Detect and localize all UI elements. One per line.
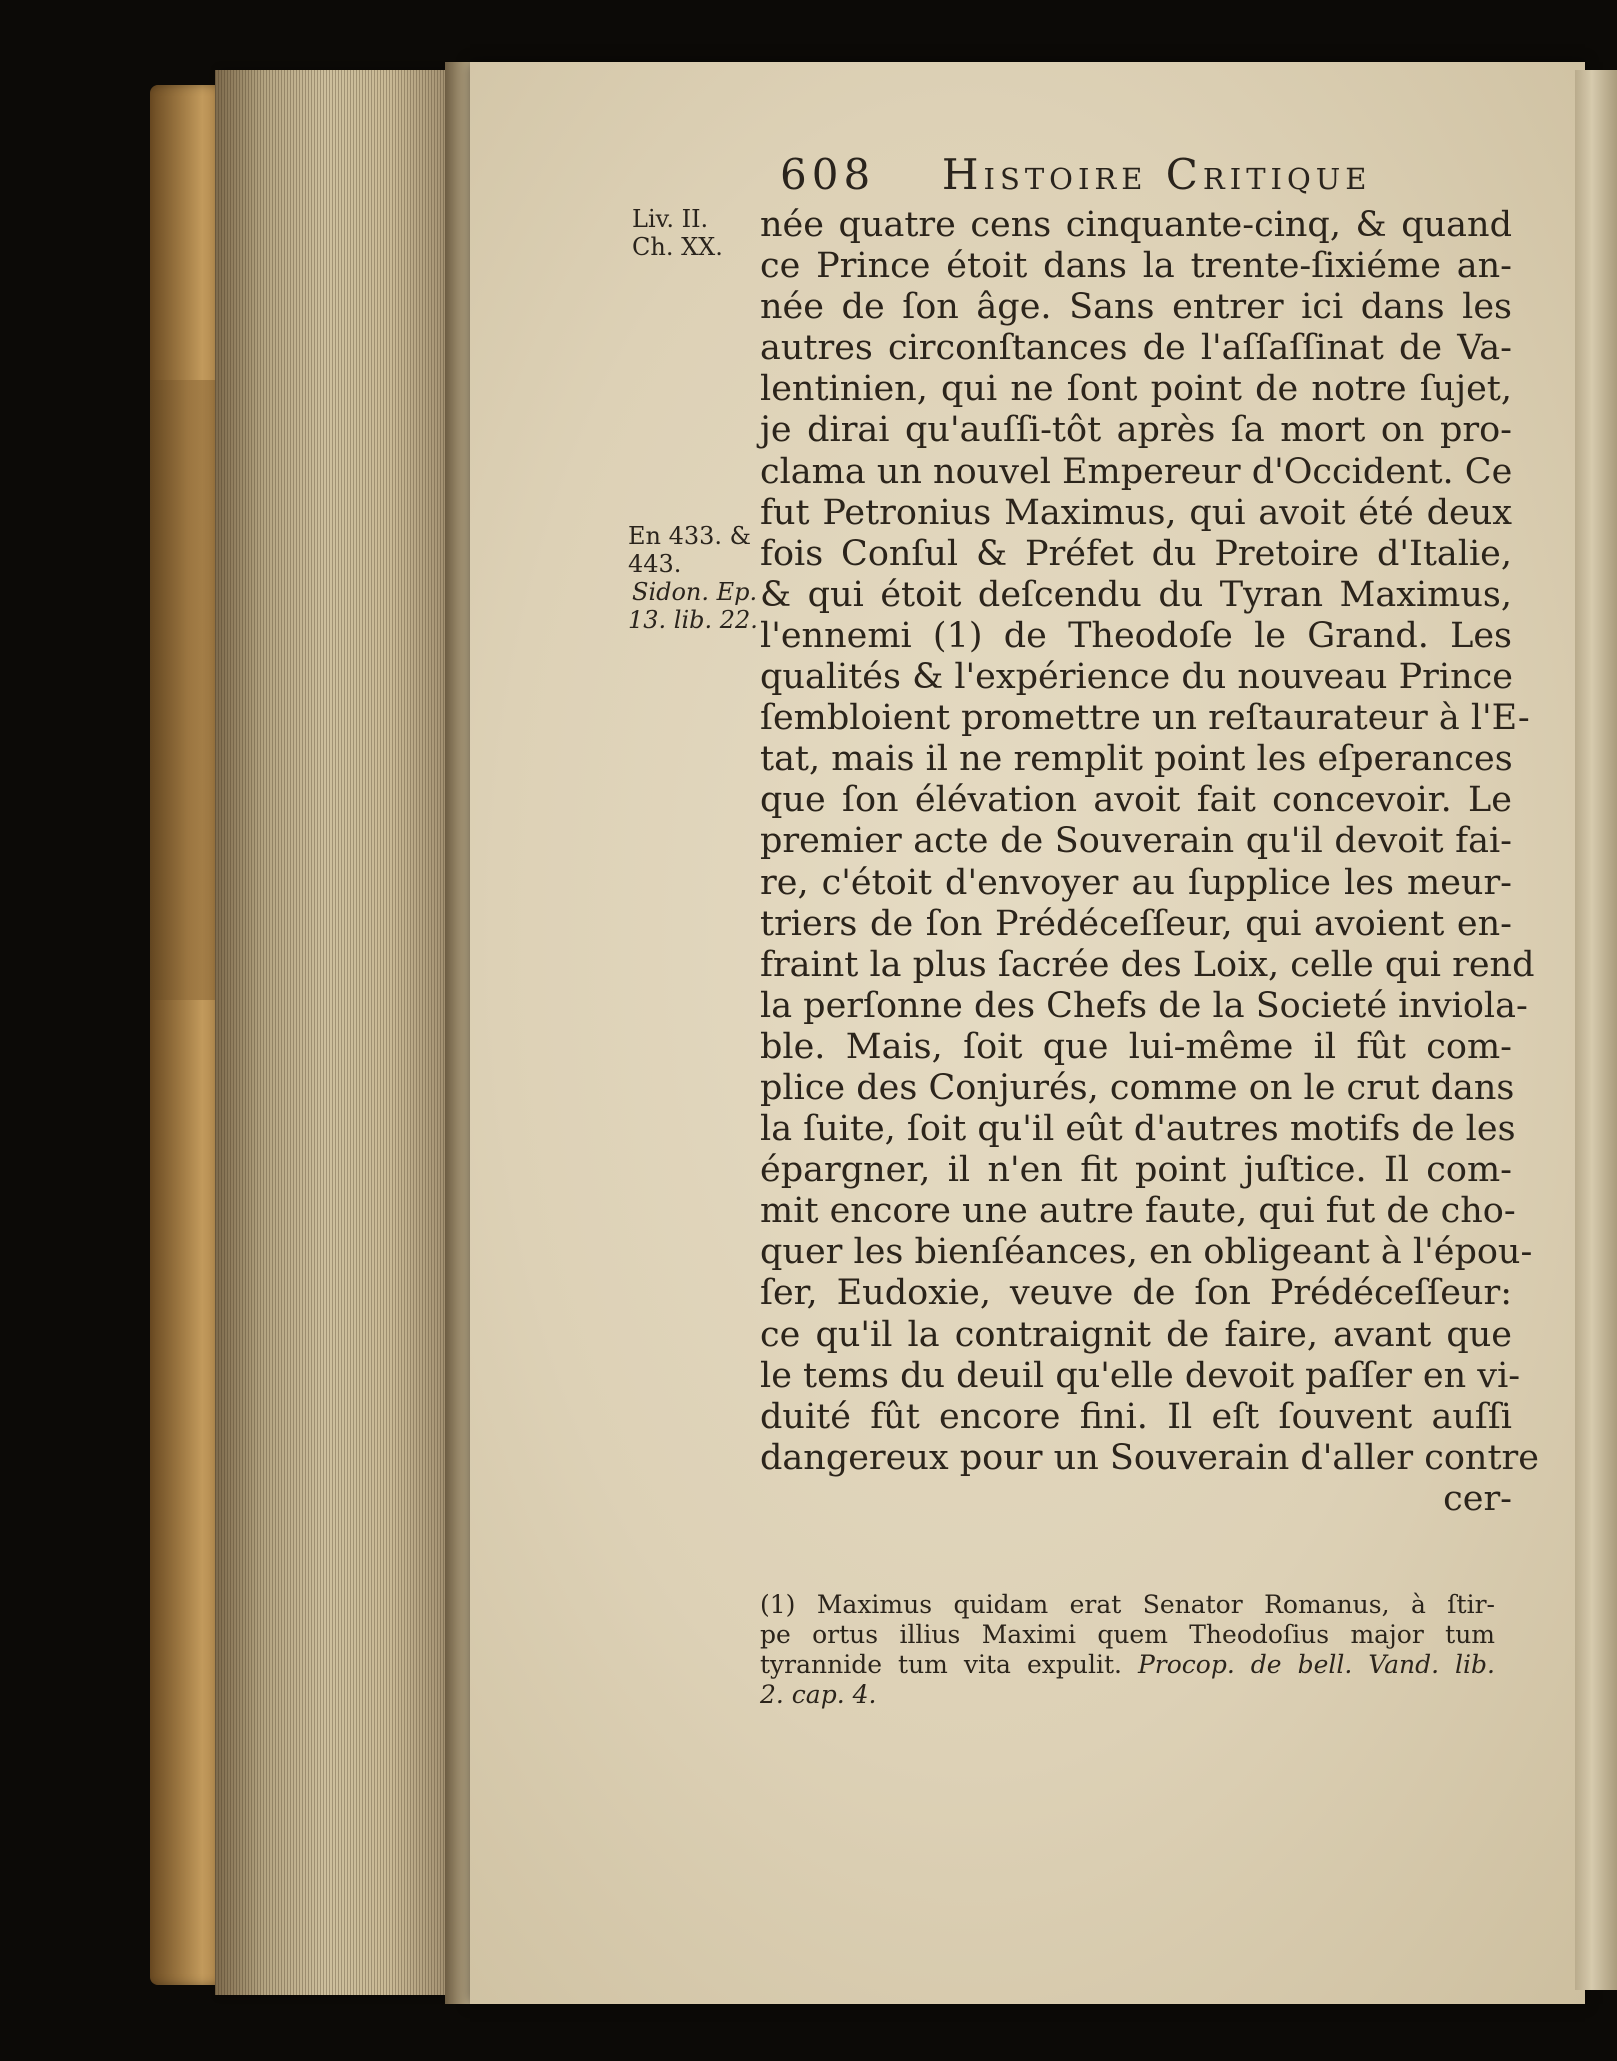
margin-source: Sidon. Ep. bbox=[632, 578, 758, 606]
text-line: mit encore une autre faute, qui fut de cho- bbox=[760, 1191, 1516, 1232]
text-line: re, c'étoit d'envoyer au ſupplice les meur- bbox=[760, 862, 1512, 903]
margin-book: Liv. II. bbox=[632, 205, 709, 233]
text-line: ce qu'il la contraignit de faire, avant que bbox=[760, 1314, 1512, 1355]
facing-page-edge bbox=[1575, 70, 1617, 1990]
text-line: autres circonſtances de l'aſſaſſinat de Va- bbox=[760, 328, 1512, 369]
text-line: née de ſon âge. Sans entrer ici dans les bbox=[760, 287, 1512, 328]
text-line: fraint la plus ſacrée des Loix, celle qui rend bbox=[760, 944, 1535, 985]
footnote-citation: Procop. de bell. Vand. lib. bbox=[1137, 1650, 1495, 1679]
text-line: fois Conſul & Préfet du Pretoire d'Italie, bbox=[760, 533, 1512, 574]
text-line: la ſuite, ſoit qu'il eût d'autres motifs de les bbox=[760, 1109, 1516, 1150]
text-line: née quatre cens cinquante-cinq, & quand bbox=[760, 205, 1512, 245]
text-line: plice des Conjurés, comme on le crut dans bbox=[760, 1067, 1515, 1108]
page-number: 608 bbox=[780, 150, 876, 199]
text-line: l'ennemi (1) de Theodoſe le Grand. Les bbox=[760, 615, 1512, 656]
text-line: clama un nouvel Empereur d'Occident. Ce bbox=[760, 451, 1513, 492]
text-line: que ſon élévation avoit fait concevoir. Le bbox=[760, 780, 1512, 821]
footnote-line: pe ortus illius Maximi quem Theodoſius major tum bbox=[760, 1620, 1495, 1649]
text-line: triers de ſon Prédéceſſeur, qui avoient en- bbox=[760, 903, 1512, 944]
catchword: cer- bbox=[1443, 1478, 1512, 1519]
body-text bbox=[760, 205, 1539, 1520]
running-header bbox=[780, 150, 1460, 200]
text-line: la perſonne des Chefs de la Societé inviola- bbox=[760, 985, 1528, 1026]
text-line: qualités & l'expérience du nouveau Prince bbox=[760, 657, 1513, 698]
text-line: ce Prince étoit dans la trente-ſixiéme an- bbox=[760, 246, 1512, 287]
margin-chapter: Ch. XX. bbox=[632, 233, 723, 261]
text-line: quer les bienſéances, en obligeant à l'épou- bbox=[760, 1232, 1533, 1273]
footnote-line: (1) Maximus quidam erat Senator Romanus, à ſtir- bbox=[760, 1590, 1495, 1619]
text-line: tat, mais il ne remplit point les eſperances bbox=[760, 739, 1513, 780]
text-line: fut Petronius Maximus, qui avoit été deux bbox=[760, 492, 1512, 533]
margin-date: En 433. & bbox=[628, 522, 752, 550]
text-line: je dirai qu'auſſi-tôt après ſa mort on pro- bbox=[760, 410, 1512, 451]
text-line: duité fût encore fini. Il eſt ſouvent auſſi bbox=[760, 1396, 1512, 1437]
margin-source-2: 13. lib. 22. bbox=[628, 606, 758, 634]
text-line: premier acte de Souverain qu'il devoit fai- bbox=[760, 821, 1512, 862]
text-line: lentinien, qui ne ſont point de notre ſujet, bbox=[760, 369, 1512, 410]
text-line: ſembloient promettre un reſtaurateur à l'E- bbox=[760, 698, 1530, 739]
text-line: ſer, Eudoxie, veuve de ſon Prédéceſſeur: bbox=[760, 1273, 1512, 1314]
margin-date-2: 443. bbox=[628, 550, 682, 578]
footnote-line bbox=[760, 1650, 1495, 1680]
running-title: Histoire Critique bbox=[941, 150, 1372, 199]
footnote-line: 2. cap. 4. bbox=[760, 1680, 877, 1709]
text-line: dangereux pour un Souverain d'aller contre bbox=[760, 1437, 1539, 1478]
text-line: épargner, il n'en fit point juſtice. Il com- bbox=[760, 1150, 1512, 1191]
footnote bbox=[760, 1590, 1495, 1710]
text-line: le tems du deuil qu'elle devoit paſſer en vi- bbox=[760, 1355, 1521, 1396]
page-edges bbox=[215, 70, 465, 1995]
text-line: ble. Mais, ſoit que lui-même il fût com- bbox=[760, 1026, 1512, 1067]
footnote-text: tyrannide tum vita expulit. bbox=[760, 1650, 1122, 1679]
text-line: & qui étoit deſcendu du Tyran Maximus, bbox=[760, 574, 1512, 615]
